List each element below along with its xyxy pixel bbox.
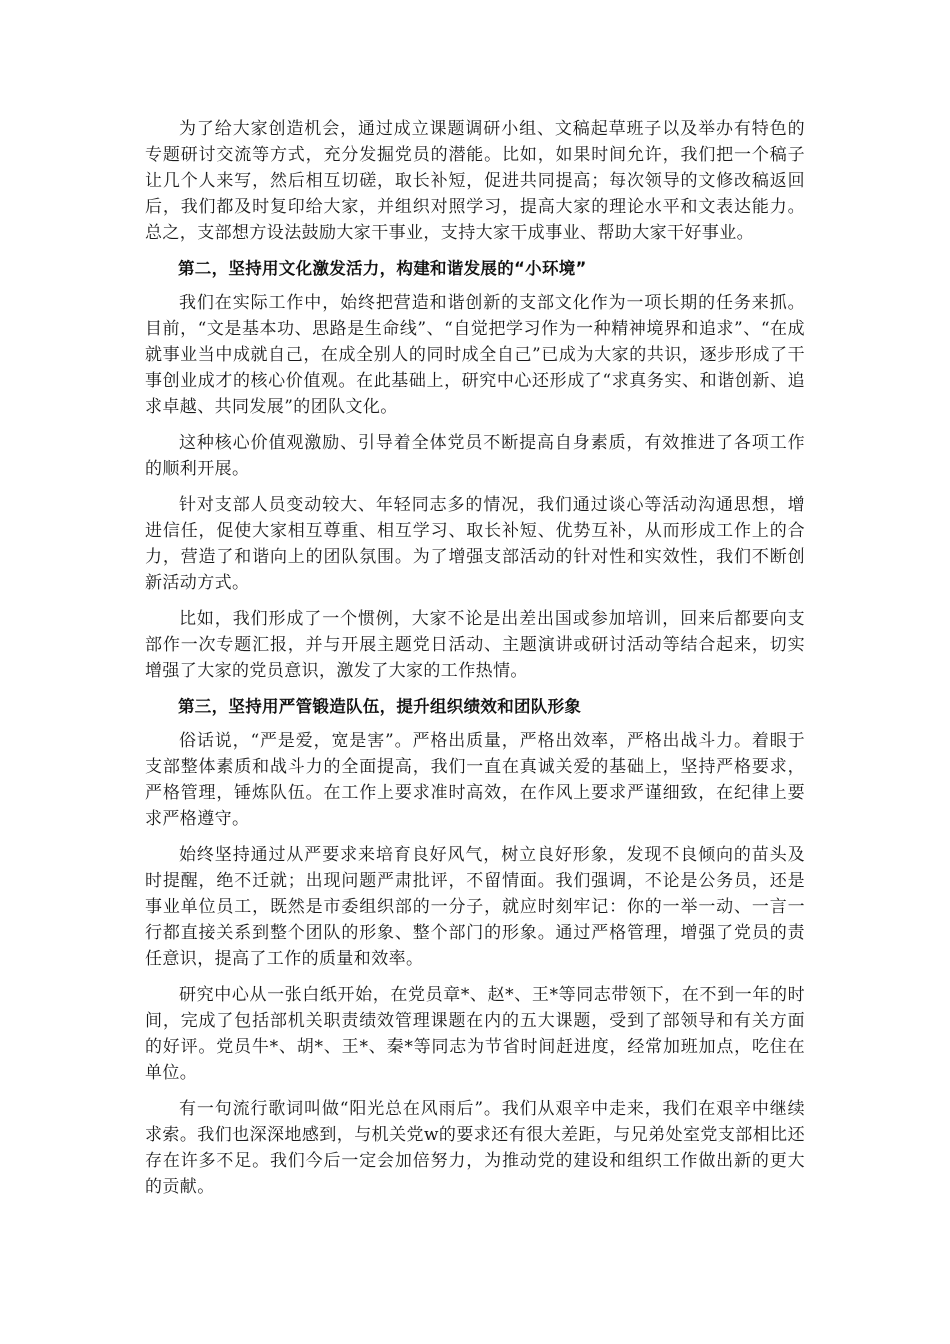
paragraph-reporting-practice: 比如，我们形成了一个惯例，大家不论是出差出国或参加培训，回来后都要向支部作一次专题汇报，并与开展主题党日活动、主题演讲或研讨活动等结合起来，切实增强了大家的党员意识，激发了大家的工作热情。 (145, 609, 805, 681)
paragraph-branch-culture: 我们在实际工作中，始终把营造和谐创新的支部文化作为一项长期的任务来抓。目前，“文是基本功、思路是生命线”、“自觉把学习作为一种精神境界和追求”、“在成就事业当中成就自己，在成全别人的同时成全自己”已成为大家的共识，逐步形成了干事创业成才的核心价值观。在此基础上，研究中心还形成了“求真务实、和谐创新、追求卓越、共同发展”的团队文化。 (145, 293, 805, 417)
paragraph-strict-requirements: 俗话说，“严是爱，宽是害”。严格出质量，严格出效率，严格出战斗力。着眼于支部整体素质和战斗力的全面提高，我们一直在真诚关爱的基础上，坚持严格要求，严格管理，锤炼队伍。在工作上要求准时高效，在作风上要求严谨细致，在纪律上要求严格遵守。 (145, 731, 805, 829)
document-page (145, 116, 805, 1210)
section-heading-culture: 第二，坚持用文化激发活力，构建和谐发展的“小环境” (178, 259, 587, 278)
paragraph-core-values: 这种核心价值观激励、引导着全体党员不断提高自身素质，有效推进了各项工作的顺利开展。 (145, 433, 805, 479)
paragraph-research-achievements: 研究中心从一张白纸开始，在党员章*、赵*、王*等同志带领下，在不到一年的时间，完成了包括部机关职责绩效管理课题在内的五大课题，受到了部领导和有关方面的好评。党员牛*、胡*、王*、秦*等同志为节省时间赶进度，经常加班加点，吃住在单位。 (145, 985, 805, 1083)
paragraph-team-atmosphere: 针对支部人员变动较大、年轻同志多的情况，我们通过谈心等活动沟通思想，增进信任，促使大家相互尊重、相互学习、取长补短、优势互补，从而形成工作上的合力，营造了和谐向上的团队氛围。为了增强支部活动的针对性和实效性，我们不断创新活动方式。 (145, 495, 805, 593)
paragraph-good-conduct: 始终坚持通过从严要求来培育良好风气，树立良好形象，发现不良倾向的苗头及时提醒，绝不迁就；出现问题严肃批评，不留情面。我们强调，不论是公务员，还是事业单位员工，既然是市委组织部的一分子，就应时刻牢记：你的一举一动、一言一行都直接关系到整个团队的形象、整个部门的形象。通过严格管理，增强了党员的责任意识，提高了工作的质量和效率。 (145, 845, 805, 969)
section-heading-strict-management: 第三，坚持用严管锻造队伍，提升组织绩效和团队形象 (178, 697, 582, 716)
paragraph-conclusion: 有一句流行歌词叫做“阳光总在风雨后”。我们从艰辛中走来，我们在艰辛中继续求索。我们也深深地感到，与机关党w的要求还有很大差距，与兄弟处室党支部相比还存在许多不足。我们今后一定会加倍努力，为推动党的建设和组织工作做出新的更大的贡献。 (145, 1099, 805, 1197)
paragraph-creating-opportunities: 为了给大家创造机会，通过成立课题调研小组、文稿起草班子以及举办有特色的专题研讨交流等方式，充分发掘党员的潜能。比如，如果时间允许，我们把一个稿子让几个人来写，然后相互切磋，取长补短，促进共同提高；每次领导的文修改稿返回后，我们都及时复印给大家，并组织对照学习，提高大家的理论水平和文表达能力。总之，支部想方设法鼓励大家干事业，支持大家干成事业、帮助大家干好事业。 (145, 119, 805, 243)
